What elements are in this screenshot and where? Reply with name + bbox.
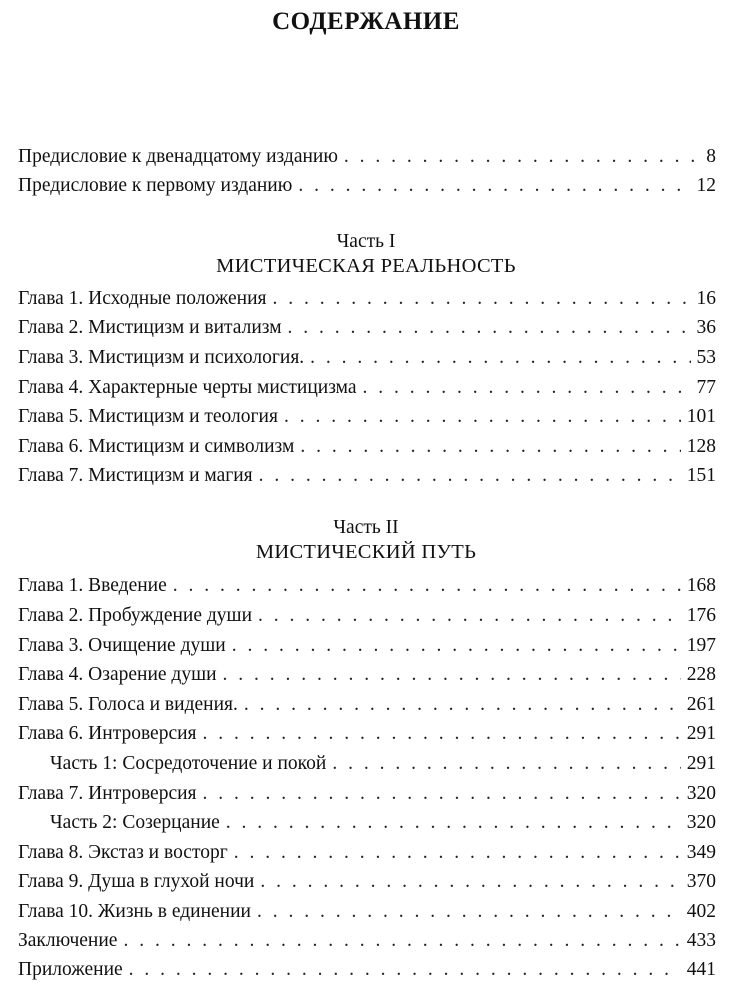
toc-entry-page: 441 [686, 959, 716, 980]
toc-leader-dots [344, 143, 700, 171]
toc-entry [18, 344, 716, 372]
toc-leader-dots [260, 868, 680, 896]
toc-entry [18, 632, 716, 660]
toc-leader-dots [123, 927, 680, 955]
toc-entry-page: 8 [706, 146, 716, 167]
toc-entry-page: 291 [686, 753, 716, 774]
toc-entry-page: 101 [686, 406, 716, 427]
toc-leader-dots [203, 780, 681, 808]
toc-entry [18, 172, 716, 200]
toc-entry-label: Заключение [18, 930, 118, 951]
toc-entry-page: 370 [686, 871, 716, 892]
toc-entry-page: 228 [686, 664, 716, 685]
toc-entry-page: 53 [696, 347, 716, 368]
toc-leader-dots [363, 374, 691, 402]
toc-entry-label: Приложение [18, 959, 123, 980]
toc-entry [18, 780, 716, 808]
toc-entry [18, 661, 716, 689]
toc-entry [18, 433, 716, 461]
toc-entry [18, 898, 716, 926]
toc-entry-label: Глава 6. Мистицизм и символизм [18, 436, 295, 457]
toc-entry-label: Предисловие к двенадцатому изданию [18, 146, 338, 167]
toc-entry-label: Глава 8. Экстаз и восторг [18, 842, 228, 863]
toc-leader-dots [298, 172, 690, 200]
toc-entry-page: 349 [686, 842, 716, 863]
toc-leader-dots [223, 661, 681, 689]
toc-leader-dots [173, 572, 681, 600]
toc-leader-dots [288, 314, 691, 342]
toc-leader-dots [234, 839, 681, 867]
toc-entry-label: Часть 1: Сосредоточение и покой [50, 753, 327, 774]
toc-entry-label: Глава 5. Мистицизм и теология [18, 406, 278, 427]
toc-entry [18, 572, 716, 600]
toc-entry [18, 314, 716, 342]
toc-entry-label: Глава 4. Озарение души [18, 664, 217, 685]
toc-entry-label: Глава 10. Жизнь в единении [18, 901, 251, 922]
toc-entry-label: Глава 2. Пробуждение души [18, 605, 252, 626]
toc-entry-label: Глава 4. Характерные черты мистицизма [18, 377, 357, 398]
toc-entry-page: 320 [686, 812, 716, 833]
toc-leader-dots [203, 720, 681, 748]
toc-entry-page: 36 [696, 317, 716, 338]
toc-entry [18, 403, 716, 431]
toc-entry [18, 720, 716, 748]
toc-leader-dots [259, 462, 681, 490]
toc-entry-label: Глава 2. Мистицизм и витализм [18, 317, 282, 338]
toc-entry-page: 168 [686, 575, 716, 596]
toc-entry [18, 285, 716, 313]
toc-entry-label: Глава 1. Введение [18, 575, 167, 596]
toc-entry [18, 462, 716, 490]
part-title: МИСТИЧЕСКИЙ ПУТЬ [255, 541, 477, 563]
toc-entry-page: 320 [686, 783, 716, 804]
toc-entry-page: 291 [686, 723, 716, 744]
toc-entry-label: Глава 6. Интроверсия [18, 723, 197, 744]
toc-entry-page: 151 [686, 465, 716, 486]
toc-entry [18, 691, 716, 719]
toc-entry-label: Глава 9. Душа в глухой ночи [18, 871, 255, 892]
toc-entry-label: Глава 3. Мистицизм и психология. [18, 347, 305, 368]
toc-leader-dots [232, 632, 681, 660]
toc-subentry [50, 750, 716, 778]
toc-leader-dots [300, 433, 680, 461]
toc-entry [18, 602, 716, 630]
toc-entry-page: 433 [686, 930, 716, 951]
toc-leader-dots [272, 285, 690, 313]
toc-entry [18, 839, 716, 867]
part-heading: Часть I [336, 231, 396, 252]
toc-entry [18, 374, 716, 402]
toc-leader-dots [258, 602, 681, 630]
toc-entry [18, 868, 716, 896]
part-heading: Часть II [333, 517, 399, 538]
toc-entry-label: Предисловие к первому изданию [18, 175, 293, 196]
toc-entry-page: 16 [696, 288, 716, 309]
toc-entry-page: 197 [686, 635, 716, 656]
toc-entry-page: 77 [696, 377, 716, 398]
toc-entry-page: 176 [686, 605, 716, 626]
toc-entry-page: 128 [686, 436, 716, 457]
toc-entry-label: Часть 2: Созерцание [50, 812, 220, 833]
toc-entry [18, 956, 716, 984]
toc-leader-dots [332, 750, 680, 778]
toc-leader-dots [257, 898, 681, 926]
toc-entry-label: Глава 7. Интроверсия [18, 783, 197, 804]
toc-entry-page: 402 [686, 901, 716, 922]
toc-entry-label: Глава 5. Голоса и видения. [18, 694, 238, 715]
toc-leader-dots [129, 956, 681, 984]
toc-entry-label: Глава 3. Очищение души [18, 635, 226, 656]
toc-entry [18, 927, 716, 955]
toc-leader-dots [310, 344, 690, 372]
toc-entry-label: Глава 7. Мистицизм и магия [18, 465, 253, 486]
page-title: СОДЕРЖАНИЕ [272, 8, 460, 35]
toc-entry-page: 261 [686, 694, 716, 715]
toc-leader-dots [226, 809, 681, 837]
toc-entry [18, 143, 716, 171]
toc-subentry [50, 809, 716, 837]
toc-entry-label: Глава 1. Исходные положения [18, 288, 267, 309]
part-title: МИСТИЧЕСКАЯ РЕАЛЬНОСТЬ [216, 255, 516, 277]
toc-entry-page: 12 [696, 175, 716, 196]
toc-leader-dots [284, 403, 681, 431]
toc-leader-dots [244, 691, 681, 719]
